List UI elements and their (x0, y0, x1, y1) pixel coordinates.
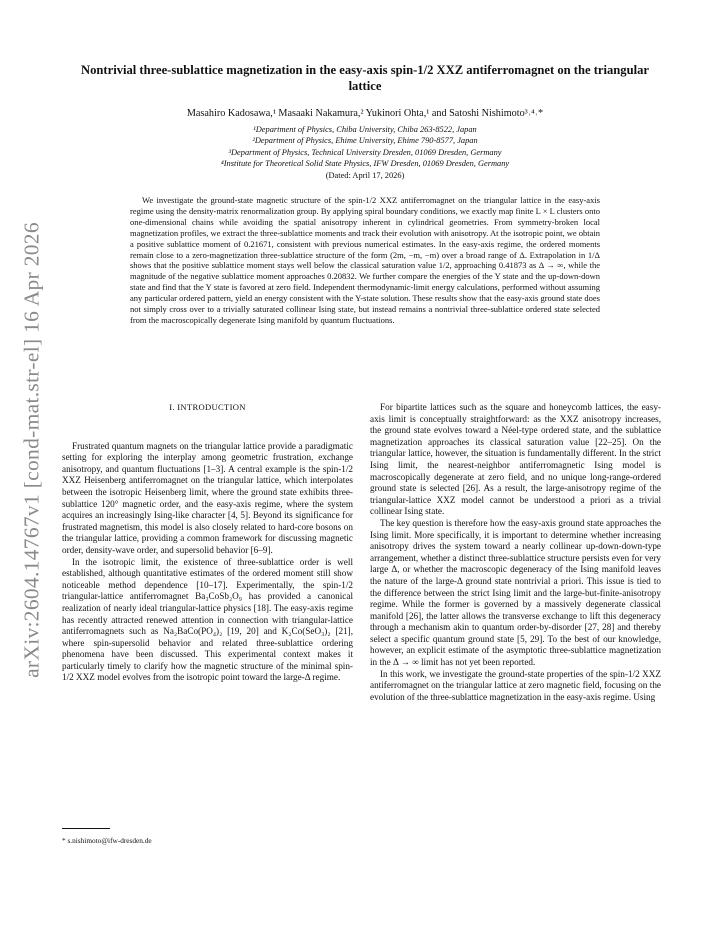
paragraph: For bipartite lattices such as the square and honeycomb lattices, the easy-axis limit is conceptually straightforward: as the XXZ anisotropy increases, the ground state evolves toward a Néel-type ordered state, and the sublattice magnetization approaches its classical saturation value [22–25]. On the triangular lattice, however, the situation is fundamentally different. In the strict Ising limit, the nearest-neighbor antiferromagnetic Ising model is macroscopically degenerate at zero field, and no unique long-range-ordered ground state is selected [26]. As a result, the large-anisotropy regime of the triangular-lattice XXZ model cannot be understood a priori as a trivial collinear Ising state. (370, 402, 661, 517)
section-heading: I. INTRODUCTION (169, 402, 246, 412)
abstract-text: We investigate the ground-state magnetic structure of the spin-1/2 XXZ antiferromagnet on the triangular lattice in the easy-axis regime using the density-matrix renormalization group. By applying spiral boundary conditions, we exactly map finite L × L clusters onto one-dimensional chains while avoiding the spatial anisotropy inherent in cylindrical geometries. From symmetry-broken local magnetization profiles, we extract the three-sublattice moments and track their evolution with anisotropy. At the isotropic point, we obtain a positive sublattice moment of 0.21671, consistent with previous numerical estimates. In the easy-axis regime, the ordered moments remain close to a zero-magnetization three-sublattice structure of the form (2m, −m, −m) over a broad range of Δ. Extrapolation in 1/Δ shows that the positive sublattice moment stays well below the classical saturation value 1/2, approaching 0.41873 as Δ → ∞, while the magnitude of the negative sublattice moment approaches 0.20832. We further compare the energies of the Y state and the up-down-down state and find that the Y state is favored at zero field. Independent thermodynamic-limit energy calculations, performed without assuming any particular ordered pattern, yield an energy consistent with the Y-state solution. These results show that the easy-axis ground state does not simply cross over to a trivially saturated collinear Ising state, but instead remains a nontrivial three-sublattice ordered state selected from the macroscopically degenerate Ising manifold by quantum fluctuations. (130, 195, 600, 325)
affiliation-1: ¹Department of Physics, Chiba University, Chiba 263-8522, Japan (253, 125, 477, 134)
dated-line: (Dated: April 17, 2026) (325, 170, 405, 180)
paragraph: Frustrated quantum magnets on the triangular lattice provide a paradigmatic setting for exploring the interplay among geometric frustration, exchange anisotropy, and quantum fluctuations [1–3]. A central example is the spin-1/2 XXZ Heisenberg antiferromagnet on the triangular lattice, which interpolates between the isotropic Heisenberg limit, where the ground state exhibits three-sublattice 120° magnetic order, and the easy-axis regime, where the system acquires an increasingly Ising-like character [4, 5]. Beyond its significance for frustrated magnetism, this model is also closely related to hard-core bosons on the triangular lattice, providing a common framework for discussing magnetic order, density-wave order, and supersolid behavior [6–9]. (62, 440, 353, 555)
affiliation-4: ⁴Institute for Theoretical Solid State Physics, IFW Dresden, 01069 Dresden, Germany (220, 159, 510, 169)
paragraph: In the isotropic limit, the existence of three-sublattice order is well established, although quantitative estimates of the ordered moment still show noticeable method dependence [10–17]. Experimentally, the spin-1/2 triangular-lattice antiferromagnet Ba₃CoSb₂O₉ has provided a canonical realization of nearly ideal triangular-lattice physics [18]. The easy-axis regime has recently attracted renewed attention in connection with triangular-lattice antiferromagnets such as Na₂BaCo(PO₄)₂ [19, 20] and K₂Co(SeO₃)₂ [21], where spin-supersolid behavior and related three-sublattice ordering phenomena have been discussed. This experimental context makes it particularly timely to clarify how the magnetic structure of the minimal spin-1/2 XXZ model evolves from the isotropic point toward the large-Δ regime. (62, 556, 353, 683)
author-list: Masahiro Kadosawa,¹ Masaaki Nakamura,² Yukinori Ohta,¹ and Satoshi Nishimoto³˒⁴˒* (186, 108, 544, 119)
corresponding-author-footnote: * s.nishimoto@ifw-dresden.de (62, 836, 152, 845)
abstract (130, 195, 600, 326)
footnote-divider (62, 828, 110, 829)
affiliation-2: ²Department of Physics, Ehime University, Ehime 790-8577, Japan (252, 136, 478, 146)
paragraph: The key question is therefore how the easy-axis ground state approaches the Ising limit. More specifically, it is important to determine whether increasing anisotropy drives the system toward a nearly collinear up-down-down-type arrangement, whether a distinct three-sublattice structure persists even for very large Δ, or whether the macroscopic degeneracy of the Ising manifold leaves the nature of the large-Δ ground state nontrivial a priori. This issue is tied to the difference between the strict Ising limit and the large-but-finite-anisotropy regime. While the former is governed by a massively degenerate classical manifold [26], the latter allows the transverse exchange to lift this degeneracy through a mechanism akin to quantum order-by-disorder [27, 28] and thereby select a specific quantum ground state [5, 29]. To the best of our knowledge, however, an explicit estimate of the asymptotic three-sublattice magnetization in the Δ → ∞ limit has not yet been reported. (370, 517, 661, 668)
paragraph: In this work, we investigate the ground-state properties of the spin-1/2 XXZ antiferromagnet on the triangular lattice at zero magnetic field, focusing on the evolution of the three-sublattice magnetization in the easy-axis regime. Using (370, 668, 661, 702)
right-column (370, 402, 661, 703)
affiliations (70, 124, 660, 181)
arxiv-sidebar (12, 200, 52, 700)
arxiv-identifier: arXiv:2604.14767v1 [cond-mat.str-el] 16 Apr 2026 (19, 222, 44, 678)
affiliation-3: ³Department of Physics, Technical University Dresden, 01069 Dresden, Germany (228, 147, 502, 157)
left-column (62, 402, 353, 684)
paper-title: Nontrivial three-sublattice magnetization in the easy-axis spin-1/2 XXZ antiferromagnet on the triangular lattice (81, 63, 649, 93)
